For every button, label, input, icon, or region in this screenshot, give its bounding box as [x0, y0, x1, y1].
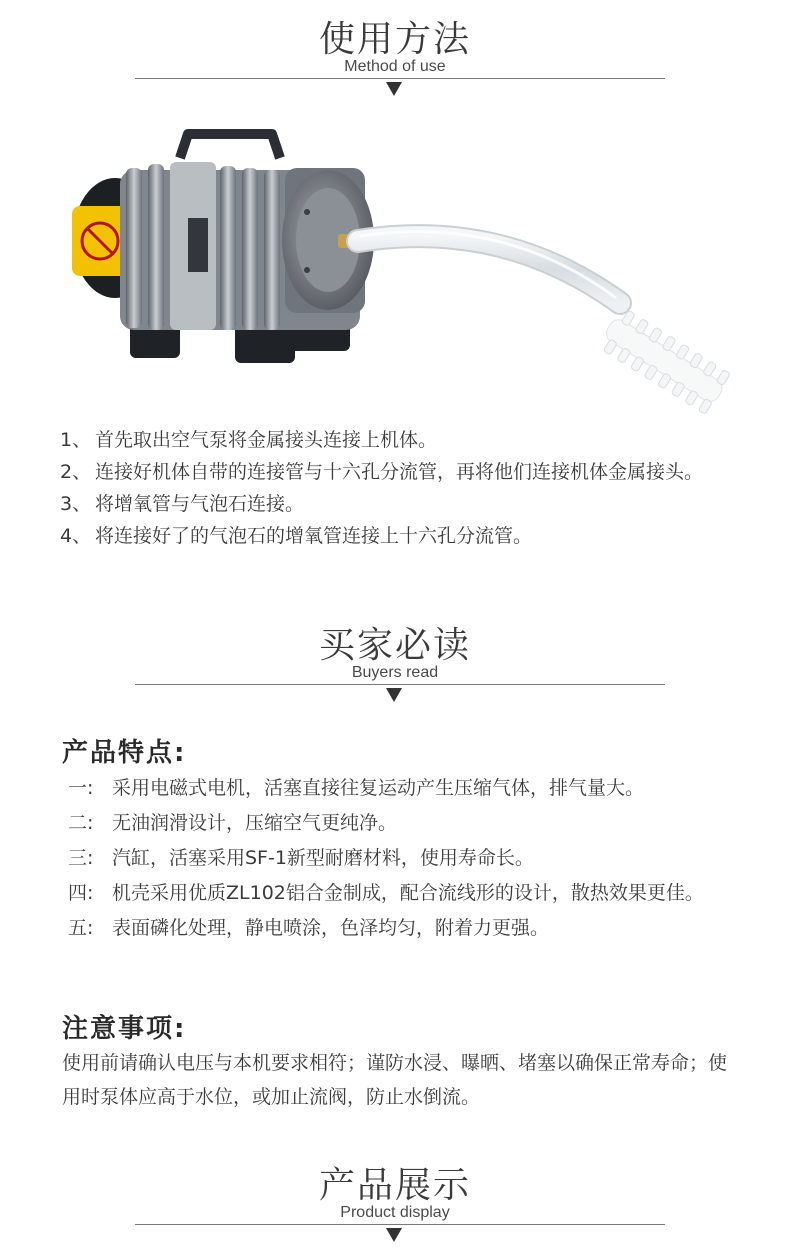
step-number: 1、 [60, 429, 92, 451]
step-number: 2、 [60, 461, 92, 483]
feature-text: 表面磷化处理，静电喷涂，色泽均匀，附着力更强。 [112, 917, 550, 939]
list-item [68, 876, 748, 911]
feature-prefix: 四: [68, 882, 94, 904]
down-arrow-icon [386, 82, 402, 96]
feature-prefix: 五: [68, 917, 94, 939]
step-text: 将增氧管与气泡石连接。 [95, 493, 305, 515]
divider-line [135, 78, 665, 79]
step-number: 3、 [60, 493, 92, 515]
feature-prefix: 二: [68, 812, 94, 834]
down-arrow-icon [386, 1228, 402, 1242]
features-heading: 产品特点: [62, 738, 187, 768]
step-text: 连接好机体自带的连接管与十六孔分流管，再将他们连接机体金属接头。 [95, 461, 704, 483]
section-subtitle: Method of use [344, 58, 446, 75]
list-item [60, 456, 740, 488]
list-item [60, 520, 740, 552]
feature-text: 采用电磁式电机，活塞直接往复运动产生压缩气体，排气量大。 [112, 777, 645, 799]
list-item [68, 841, 748, 876]
feature-text: 机壳采用优质ZL102铝合金制成，配合流线形的设计，散热效果更佳。 [112, 882, 704, 904]
feature-text: 汽缸，活塞采用SF-1新型耐磨材料，使用寿命长。 [112, 847, 534, 869]
usage-steps [60, 424, 740, 552]
notes-text: 使用前请确认电压与本机要求相符；谨防水浸、曝晒、堵塞以确保正常寿命；使用时泵体应高于水位，或加止流阀，防止水倒流。 [62, 1052, 728, 1108]
list-item [60, 424, 740, 456]
down-arrow-icon [386, 688, 402, 702]
list-item [68, 911, 748, 946]
list-item [68, 806, 748, 841]
air-pump-image [60, 128, 740, 418]
divider-line [135, 1224, 665, 1225]
notes-heading: 注意事项: [62, 1014, 187, 1044]
section-title: 使用方法 [318, 19, 471, 60]
feature-prefix: 三: [68, 847, 94, 869]
feature-prefix: 一: [68, 777, 94, 799]
section-subtitle: Product display [340, 1204, 450, 1221]
section-title: 产品展示 [318, 1165, 471, 1206]
list-item [68, 771, 748, 806]
step-number: 4、 [60, 525, 92, 547]
feature-text: 无油润滑设计，压缩空气更纯净。 [112, 812, 398, 834]
section-title: 买家必读 [318, 625, 471, 666]
divider-line [135, 684, 665, 685]
step-text: 将连接好了的气泡石的增氧管连接上十六孔分流管。 [95, 525, 533, 547]
step-text: 首先取出空气泵将金属接头连接上机体。 [95, 429, 438, 451]
section-subtitle: Buyers read [351, 664, 439, 681]
features-list [68, 771, 748, 946]
list-item [60, 488, 740, 520]
